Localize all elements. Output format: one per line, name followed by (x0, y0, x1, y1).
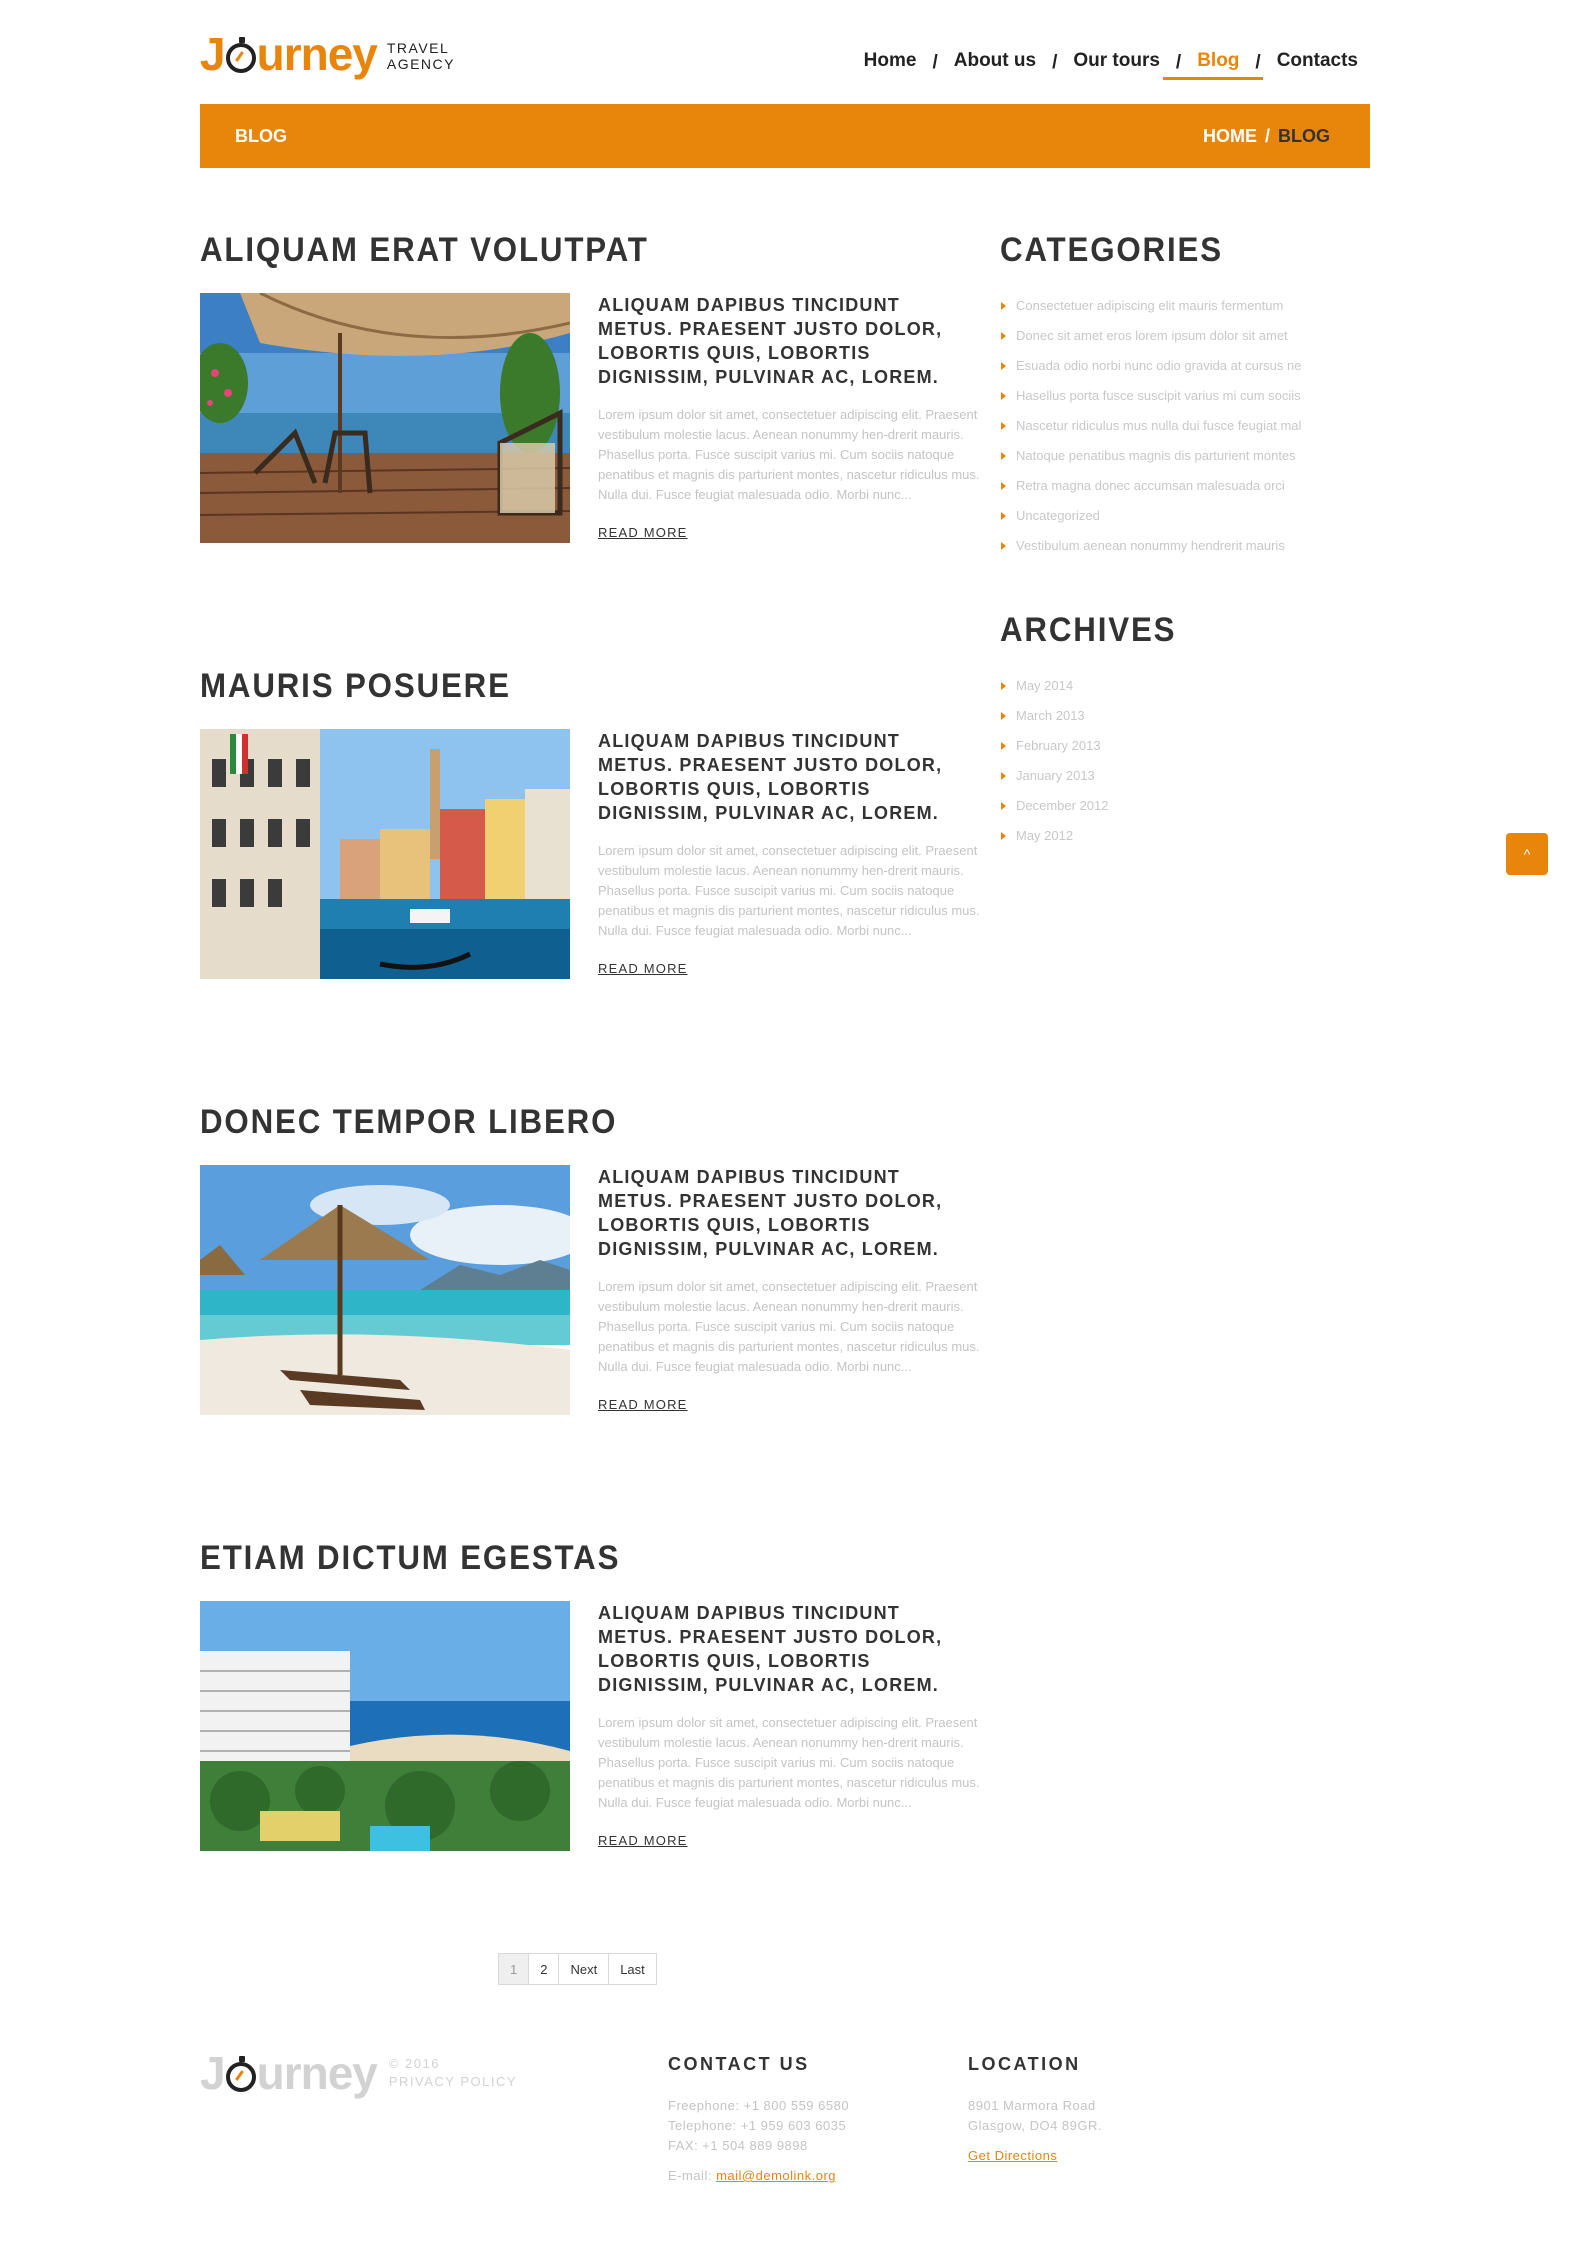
pagination (498, 1953, 657, 1985)
logo-suffix: urney (256, 28, 377, 80)
post-title[interactable]: DONEC TEMPOR LIBERO (200, 1103, 618, 1141)
blog-post (200, 228, 980, 540)
post-excerpt: Lorem ipsum dolor sit amet, consectetuer adipiscing elit. Praesent vestibulum molestie lacus. Aenean nonummy hen-drerit mauris. Phasellus porta. Fusce suscipit varius mi. Cum sociis natoque penatibus et magnis dis parturient montes, nascetur ridiculus mus. Nulla dui. Fusce feugiat malesuada odio. Morbi nunc... (598, 1715, 980, 1810)
chevron-up-icon: ^ (1523, 846, 1531, 862)
post-image-resort-hotel[interactable] (200, 1601, 570, 1851)
post-title[interactable]: ETIAM DICTUM EGESTAS (200, 1539, 621, 1577)
post-lead: ALIQUAM DAPIBUS TINCIDUNT METUS. PRAESENT JUSTO DOLOR, LOBORTIS QUIS, LOBORTIS DIGNISSIM, PULVINAR AC, LOREM. (598, 295, 943, 387)
archive-link[interactable]: March 2013 (1000, 701, 1360, 731)
archives-list (1000, 671, 1360, 851)
post-excerpt: Lorem ipsum dolor sit amet, consectetuer adipiscing elit. Praesent vestibulum molestie lacus. Aenean nonummy hen-drerit mauris. Phasellus porta. Fusce suscipit varius mi. Cum sociis natoque penatibus et magnis dis parturient montes, nascetur ridiculus mus. Nulla dui. Fusce feugiat malesuada odio. Morbi nunc... (598, 843, 980, 938)
archives-title: ARCHIVES (1000, 611, 1177, 649)
address-line2: Glasgow, DO4 89GR. (968, 2118, 1102, 2133)
privacy-policy-link[interactable]: PRIVACY POLICY (388, 2074, 518, 2089)
directions-line (968, 2146, 1102, 2166)
logo-tagline-line1: TRAVEL (386, 40, 450, 56)
page-title-bar (200, 104, 1370, 168)
email-label: E-mail: (668, 2168, 712, 2183)
nav-home[interactable]: Home (863, 50, 917, 71)
read-more-link[interactable]: READ MORE (598, 525, 688, 540)
post-title[interactable]: ALIQUAM ERAT VOLUTPAT (200, 231, 649, 269)
site-logo[interactable] (200, 26, 455, 82)
breadcrumb-current: BLOG (1278, 125, 1330, 146)
nav-about-us[interactable]: About us (953, 50, 1037, 71)
page-2-link[interactable]: 2 (529, 1954, 559, 1984)
blog-post (200, 1536, 980, 1848)
breadcrumb-separator: / (1264, 125, 1270, 146)
logo-prefix: J (200, 2047, 225, 2099)
category-link[interactable]: Retra magna donec accumsan malesuada orci (1000, 471, 1360, 501)
address-line1: 8901 Marmora Road (968, 2098, 1096, 2113)
footer-brand (200, 2047, 518, 2099)
blog-post (200, 664, 980, 976)
footer-logo[interactable] (200, 2047, 377, 2099)
read-more-link[interactable]: READ MORE (598, 1833, 688, 1848)
category-link[interactable]: Uncategorized (1000, 501, 1360, 531)
breadcrumb-home[interactable]: HOME (1202, 125, 1257, 146)
logo-suffix: urney (256, 2047, 377, 2099)
read-more-link[interactable]: READ MORE (598, 961, 688, 976)
category-link[interactable]: Donec sit amet eros lorem ipsum dolor sit amet (1000, 321, 1360, 351)
email-line (668, 2166, 849, 2186)
archive-link[interactable]: December 2012 (1000, 791, 1360, 821)
logo-prefix: J (200, 28, 225, 80)
post-title[interactable]: MAURIS POSUERE (200, 667, 511, 705)
last-page-link[interactable]: Last (609, 1954, 656, 1984)
blog-post (200, 1100, 980, 1412)
category-link[interactable]: Hasellus porta fusce suscipit varius mi cum sociis (1000, 381, 1360, 411)
nav-separator: / (1052, 52, 1058, 73)
post-image-venice-canal[interactable] (200, 729, 570, 979)
read-more-link[interactable]: READ MORE (598, 1397, 688, 1412)
footer-meta (389, 2055, 517, 2091)
logo-tagline-line2: AGENCY (386, 56, 455, 72)
logo-wordmark (200, 28, 377, 80)
stopwatch-icon (226, 2062, 256, 2092)
main-nav (860, 46, 1362, 80)
nav-separator: / (1255, 52, 1261, 73)
post-image-beach-terrace[interactable] (200, 293, 570, 543)
categories-widget (1000, 228, 1360, 561)
post-excerpt: Lorem ipsum dolor sit amet, consectetuer adipiscing elit. Praesent vestibulum molestie lacus. Aenean nonummy hen-drerit mauris. Phasellus porta. Fusce suscipit varius mi. Cum sociis natoque penatibus et magnis dis parturient montes, nascetur ridiculus mus. Nulla dui. Fusce feugiat malesuada odio. Morbi nunc... (598, 1279, 980, 1374)
nav-our-tours[interactable]: Our tours (1073, 50, 1160, 71)
post-lead: ALIQUAM DAPIBUS TINCIDUNT METUS. PRAESENT JUSTO DOLOR, LOBORTIS QUIS, LOBORTIS DIGNISSIM, PULVINAR AC, LOREM. (598, 1603, 943, 1695)
page-title: BLOG (235, 125, 287, 146)
post-lead: ALIQUAM DAPIBUS TINCIDUNT METUS. PRAESENT JUSTO DOLOR, LOBORTIS QUIS, LOBORTIS DIGNISSIM, PULVINAR AC, LOREM. (598, 731, 943, 823)
category-link[interactable]: Esuada odio norbi nunc odio gravida at cursus ne (1000, 351, 1360, 381)
back-to-top-button[interactable] (1506, 833, 1548, 875)
nav-contacts[interactable]: Contacts (1276, 50, 1358, 71)
categories-list (1000, 291, 1360, 561)
category-link[interactable]: Nascetur ridiculus mus nulla dui fusce feugiat mal (1000, 411, 1360, 441)
freephone: Freephone: +1 800 559 6580 (668, 2098, 850, 2113)
fax: FAX: +1 504 889 9898 (668, 2138, 808, 2153)
archive-link[interactable]: May 2012 (1000, 821, 1360, 851)
breadcrumb (1203, 126, 1330, 147)
category-link[interactable]: Consectetuer adipiscing elit mauris fermentum (1000, 291, 1360, 321)
site-header (200, 0, 1370, 104)
stopwatch-icon (226, 43, 256, 73)
email-link[interactable]: mail@demolink.org (716, 2168, 837, 2183)
footer-contact (668, 2052, 849, 2186)
archive-link[interactable]: May 2014 (1000, 671, 1360, 701)
telephone: Telephone: +1 959 603 6035 (668, 2118, 847, 2133)
nav-blog[interactable]: Blog (1193, 46, 1243, 80)
category-link[interactable]: Natoque penatibus magnis dis parturient montes (1000, 441, 1360, 471)
post-excerpt: Lorem ipsum dolor sit amet, consectetuer adipiscing elit. Praesent vestibulum molestie lacus. Aenean nonummy hen-drerit mauris. Phasellus porta. Fusce suscipit varius mi. Cum sociis natoque penatibus et magnis dis parturient montes, nascetur ridiculus mus. Nulla dui. Fusce feugiat malesuada odio. Morbi nunc... (598, 407, 980, 502)
archive-link[interactable]: January 2013 (1000, 761, 1360, 791)
logo-tagline (387, 40, 455, 72)
categories-title: CATEGORIES (1000, 231, 1223, 269)
nav-separator: / (1175, 52, 1182, 73)
archives-widget (1000, 608, 1360, 851)
post-lead: ALIQUAM DAPIBUS TINCIDUNT METUS. PRAESENT JUSTO DOLOR, LOBORTIS QUIS, LOBORTIS DIGNISSIM, PULVINAR AC, LOREM. (598, 1167, 943, 1259)
category-link[interactable]: Vestibulum aenean nonummy hendrerit mauris (1000, 531, 1360, 561)
location-title: LOCATION (968, 2054, 1081, 2074)
copyright: © 2016 (388, 2056, 440, 2071)
footer-location (968, 2052, 1102, 2166)
post-image-beach-umbrellas[interactable] (200, 1165, 570, 1415)
next-page-link[interactable]: Next (559, 1954, 609, 1984)
archive-link[interactable]: February 2013 (1000, 731, 1360, 761)
nav-separator: / (932, 52, 938, 73)
get-directions-link[interactable]: Get Directions (968, 2148, 1058, 2163)
contact-title: CONTACT US (668, 2054, 810, 2074)
page-1-link[interactable]: 1 (499, 1954, 529, 1984)
